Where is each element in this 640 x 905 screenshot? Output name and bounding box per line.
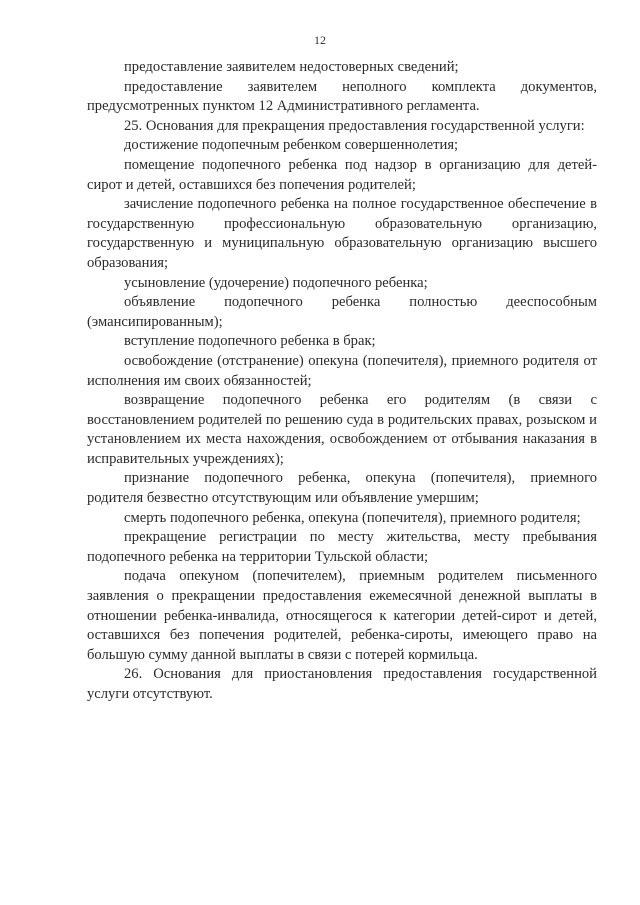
paragraph: зачисление подопечного ребенка на полное государственное обеспечение в государственную профессиональную образовательную организацию, государственную и муниципальную образовательную организацию высшего образования; xyxy=(87,196,597,271)
paragraph: подача опекуном (попечителем), приемным родителем письменного заявления о прекращении предоставления ежемесячной денежной выплаты в отношении ребенка-инвалида, относящегося к категории детей-сирот и детей, оставшихся без попечения родителей, ребенка-сироты, имеющего право на большую сумму данной выплаты в связи с потерей кормильца. xyxy=(87,568,597,663)
paragraph: усыновление (удочерение) подопечного ребенка; xyxy=(124,274,428,291)
paragraph: прекращение регистрации по месту жительства, месту пребывания подопечного ребенка на территории Тульской области; xyxy=(87,529,597,565)
paragraph: признание подопечного ребенка, опекуна (попечителя), приемного родителя безвестно отсутствующим или объявление умершим; xyxy=(87,470,597,507)
paragraph: возвращение подопечного ребенка его родителям (в связи с восстановлением родителей по решению суда в родительских правах, розыском и установлением их места нахождения, освобождением от отбывания наказания в исправительных учреждениях); xyxy=(87,392,597,467)
paragraph: смерть подопечного ребенка, опекуна (попечителя), приемного родителя; xyxy=(124,509,581,526)
section-heading-26: 26. Основания для приостановления предоставления государственной услуги отсутствуют. xyxy=(87,666,597,702)
document-body xyxy=(87,58,597,705)
paragraph: помещение подопечного ребенка под надзор в организацию для детей-сирот и детей, оставшихся без попечения родителей; xyxy=(87,156,597,193)
paragraph: достижение подопечным ребенком совершеннолетия; xyxy=(124,137,459,154)
paragraph: объявление подопечного ребенка полностью дееспособным (эмансипированным); xyxy=(87,294,597,330)
paragraph: освобождение (отстранение) опекуна (попечителя), приемного родителя от исполнения им своих обязанностей; xyxy=(87,352,597,389)
section-heading-25: 25. Основания для прекращения предоставления государственной услуги: xyxy=(124,117,585,134)
paragraph: предоставление заявителем неполного комплекта документов, предусмотренных пунктом 12 Административного регламента. xyxy=(87,78,597,115)
page-number: 12 xyxy=(314,33,326,47)
paragraph: предоставление заявителем недостоверных сведений; xyxy=(124,59,459,75)
paragraph: вступление подопечного ребенка в брак; xyxy=(124,333,376,350)
